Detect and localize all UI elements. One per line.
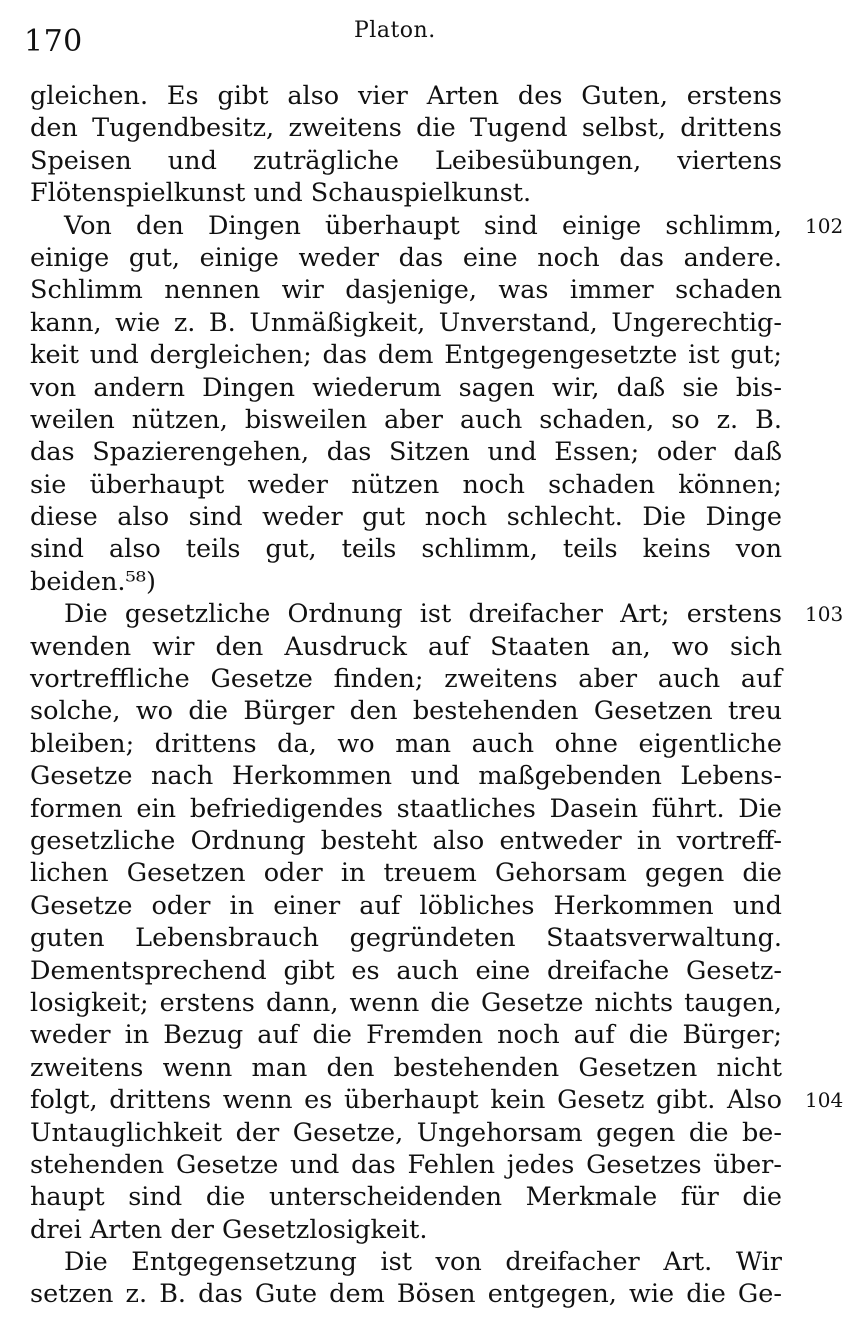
- text-line: [30, 80, 782, 112]
- text-line-content: wenden wir den Ausdruck auf Staaten an, wo sich: [30, 631, 782, 662]
- text-line: [30, 1214, 782, 1246]
- text-line: [30, 695, 782, 727]
- text-line: [30, 857, 782, 889]
- text-line-content: Gesetze nach Herkommen und maßgebenden Lebens-: [30, 761, 782, 792]
- text-line: [30, 890, 782, 922]
- text-line-content: gleichen. Es gibt also vier Arten des Guten, erstens: [30, 81, 782, 111]
- text-line: [30, 1278, 782, 1310]
- text-line: [30, 145, 782, 177]
- text-line: [30, 987, 782, 1019]
- text-line-content: drei Arten der Gesetzlosigkeit.: [30, 1214, 428, 1245]
- text-line-content: Die gesetzliche Ordnung ist dreifacher Art; erstens: [64, 599, 782, 630]
- text-line-content: Schlimm nennen wir dasjenige, was immer schaden: [30, 275, 782, 306]
- body-text: [30, 80, 844, 1311]
- text-line: [30, 793, 782, 825]
- text-line-content: haupt sind die unterscheidenden Merkmale für die: [30, 1182, 782, 1213]
- text-line: [30, 242, 782, 274]
- text-line: [30, 760, 782, 792]
- text-line: [30, 728, 782, 760]
- text-line-content: zweitens wenn man den bestehenden Gesetzen nicht: [30, 1052, 782, 1083]
- text-line: [30, 598, 844, 630]
- text-line-content: Gesetze oder in einer auf löbliches Herkommen und: [30, 890, 782, 921]
- text-line: [30, 469, 782, 501]
- text-line: [30, 274, 782, 306]
- text-line: [30, 501, 782, 533]
- text-line-content: beiden.⁵⁸): [30, 566, 156, 597]
- text-line-content: Speisen und zuträgliche Leibesübungen, viertens: [30, 145, 782, 176]
- text-line: [30, 1181, 782, 1213]
- text-line-content: guten Lebensbrauch gegründeten Staatsverwaltung.: [30, 923, 782, 954]
- text-line-content: setzen z. B. das Gute dem Bösen entgegen, wie die Ge-: [30, 1279, 782, 1310]
- text-line: [30, 1149, 782, 1181]
- text-line-content: weder in Bezug auf die Fremden noch auf die Bürger;: [30, 1020, 782, 1051]
- text-line: [30, 372, 782, 404]
- text-line: [30, 663, 782, 695]
- marginal-section-number: 103: [805, 602, 844, 627]
- text-line-content: sind also teils gut, teils schlimm, teils keins von: [30, 534, 782, 565]
- running-title: Platon.: [354, 18, 436, 43]
- text-line-content: den Tugendbesitz, zweitens die Tugend selbst, drittens: [30, 113, 782, 144]
- text-line: [30, 566, 782, 598]
- text-line-content: solche, wo die Bürger den bestehenden Gesetzen treu: [30, 696, 782, 727]
- text-line-content: diese also sind weder gut noch schlecht. Die Dinge: [30, 502, 782, 533]
- text-line: [30, 112, 782, 144]
- text-line: [30, 1117, 782, 1149]
- text-line-content: kann, wie z. B. Unmäßigkeit, Unverstand, Ungerechtig-: [30, 307, 782, 338]
- text-line-content: lichen Gesetzen oder in treuem Gehorsam gegen die: [30, 858, 782, 889]
- text-line: [30, 533, 782, 565]
- text-line: [30, 307, 782, 339]
- text-line: [30, 1052, 782, 1084]
- text-line: [30, 210, 844, 242]
- text-line-content: Dementsprechend gibt es auch eine dreifache Gesetz-: [30, 955, 782, 986]
- text-line: [30, 436, 782, 468]
- text-line-content: keit und dergleichen; das dem Entgegengesetzte ist gut;: [30, 340, 782, 371]
- page-number: 170: [24, 24, 83, 59]
- text-line-content: folgt, drittens wenn es überhaupt kein Gesetz gibt. Also: [30, 1085, 782, 1116]
- text-line: [30, 1246, 782, 1278]
- marginal-section-number: 104: [805, 1088, 844, 1113]
- text-line-content: Die Entgegensetzung ist von dreifacher Art. Wir: [64, 1247, 782, 1278]
- text-line: [30, 1084, 844, 1116]
- text-line-content: Untauglichkeit der Gesetze, Ungehorsam gegen die be-: [30, 1117, 782, 1148]
- text-line-content: Von den Dingen überhaupt sind einige schlimm,: [64, 210, 782, 241]
- text-line: [30, 404, 782, 436]
- text-line-content: vortreffliche Gesetze finden; zweitens aber auch auf: [30, 664, 782, 695]
- text-line: [30, 631, 782, 663]
- text-line-content: stehenden Gesetze und das Fehlen jedes Gesetzes über-: [30, 1149, 782, 1180]
- text-line-content: bleiben; drittens da, wo man auch ohne eigentliche: [30, 728, 782, 759]
- text-line-content: gesetzliche Ordnung besteht also entweder in vortreff-: [30, 825, 782, 856]
- text-line: [30, 825, 782, 857]
- text-line: [30, 922, 782, 954]
- text-line-content: das Spazierengehen, das Sitzen und Essen; oder daß: [30, 437, 782, 468]
- text-line-content: losigkeit; erstens dann, wenn die Gesetze nichts taugen,: [30, 987, 782, 1018]
- text-line-content: Flötenspielkunst und Schauspielkunst.: [30, 178, 532, 209]
- text-line: [30, 1019, 782, 1051]
- text-line-content: weilen nützen, bisweilen aber auch schaden, so z. B.: [30, 404, 782, 435]
- text-line: [30, 955, 782, 987]
- marginal-section-number: 102: [805, 213, 844, 238]
- text-line: [30, 339, 782, 371]
- text-line: [30, 177, 782, 209]
- text-line-content: einige gut, einige weder das eine noch das andere.: [30, 242, 782, 273]
- text-line-content: sie überhaupt weder nützen noch schaden können;: [30, 469, 782, 500]
- text-line-content: von andern Dingen wiederum sagen wir, daß sie bis-: [30, 372, 782, 403]
- page-header: [24, 18, 804, 58]
- text-line-content: formen ein befriedigendes staatliches Dasein führt. Die: [30, 793, 782, 824]
